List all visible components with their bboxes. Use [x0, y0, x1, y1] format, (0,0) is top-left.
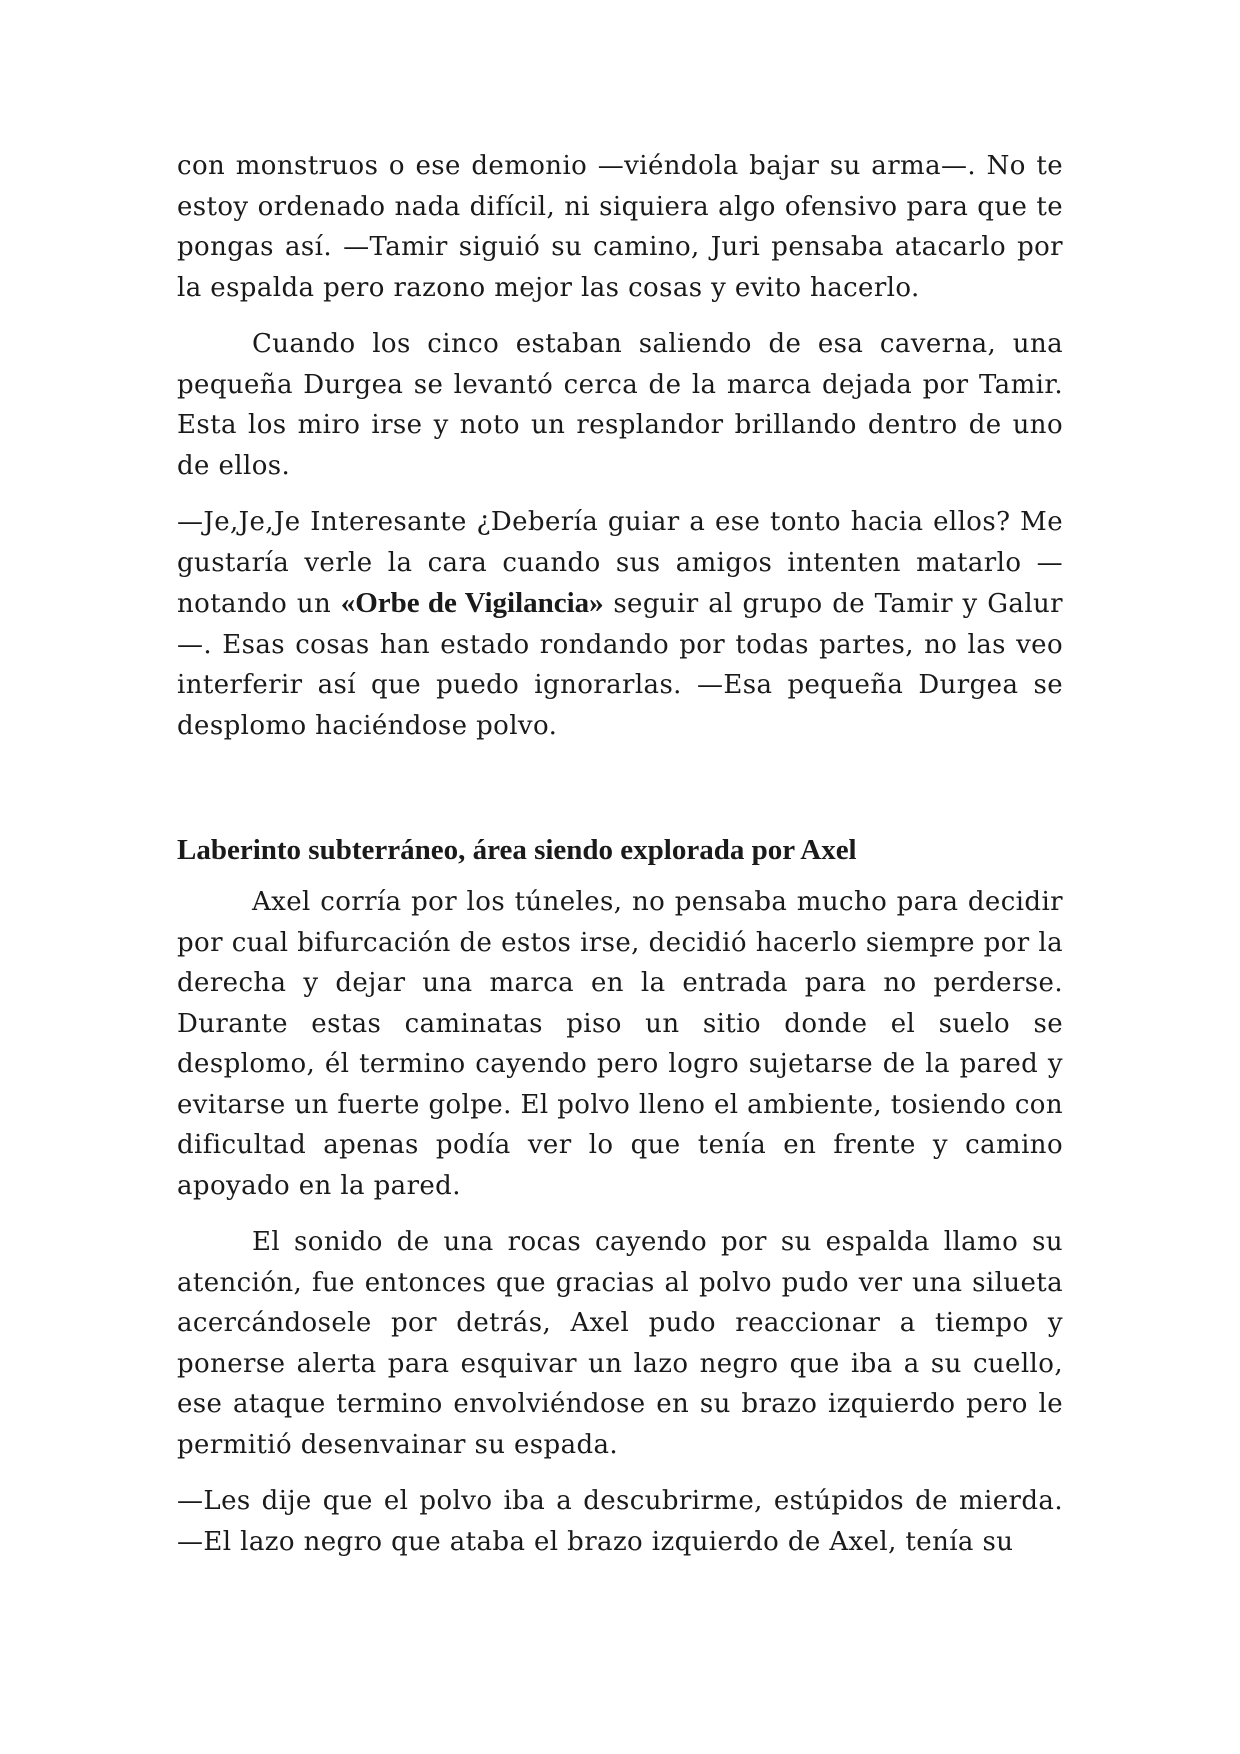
paragraph-axel-tunnels: Axel corría por los túneles, no pensaba mucho para decidir por cual bifurcación de estos irse, decidió hacerlo siempre por la derecha y dejar una marca en la entrada para no perderse. Durante estas caminatas piso un sitio donde el suelo se desplomo, él termino cayendo pero logro sujetarse de la pared y evitarse un fuerte golpe. El polvo lleno el ambiente, tosiendo con dificultad apenas podía ver lo que tenía en frente y camino apoyado en la pared. — [177, 887, 1063, 1201]
paragraph-final-dialogue: —Les dije que el polvo iba a descubrirme, estúpidos de mierda. —El lazo negro que ataba el brazo izquierdo de Axel, tenía su — [177, 1486, 1063, 1557]
dialogue-text-after: seguir al grupo de Tamir y Galur—. Esas cosas han estado rondando por todas partes, no las veo interferir así que puedo ignorarlas. —Esa pequeña Durgea se desplomo haciéndose polvo. — [177, 589, 1064, 741]
paragraph-durgea-dialogue — [177, 502, 1063, 746]
dialogue-text-before: —Je,Je,Je Interesante ¿Debería guiar a ese tonto hacia ellos? Me gustaría verle la cara cuando sus amigos intenten matarlo —notando un — [177, 507, 1063, 619]
orb-name-bold: «Orbe de Vigilancia» — [340, 587, 604, 619]
document-page — [177, 146, 1063, 1578]
section-heading: Laberinto subterráneo, área siendo explorada por Axel — [177, 834, 857, 866]
paragraph-rocks-falling: El sonido de una rocas cayendo por su espalda llamo su atención, fue entonces que gracias al polvo pudo ver una silueta acercándosele por detrás, Axel pudo reaccionar a tiempo y ponerse alerta para esquivar un lazo negro que iba a su cuello, ese ataque termino envolviéndose en su brazo izquierdo pero le permitió desenvainar su espada. — [177, 1227, 1063, 1460]
paragraph-continuation: con monstruos o ese demonio —viéndola bajar su arma—. No te estoy ordenado nada difícil, ni siquiera algo ofensivo para que te pongas así. —Tamir siguió su camino, Juri pensaba atacarlo por la espalda pero razono mejor las cosas y evito hacerlo. — [177, 151, 1063, 303]
paragraph-leaving-cavern: Cuando los cinco estaban saliendo de esa caverna, una pequeña Durgea se levantó cerca de la marca dejada por Tamir. Esta los miro irse y noto un resplandor brillando dentro de uno de ellos. — [177, 329, 1063, 481]
